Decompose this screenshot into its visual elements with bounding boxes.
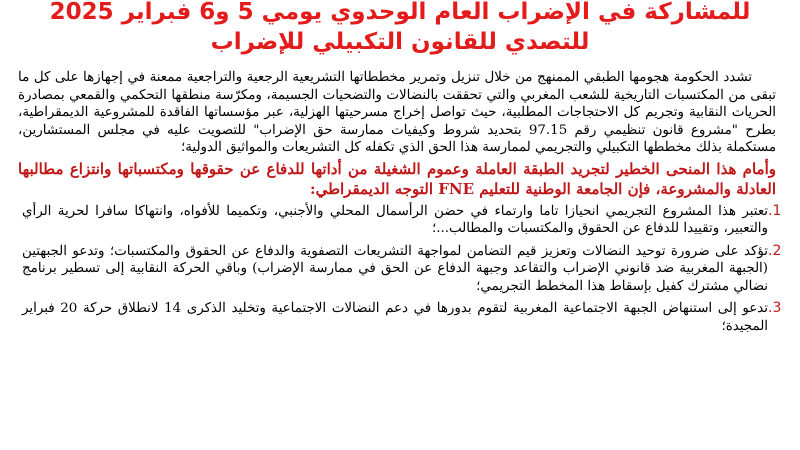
item-number: 3. (768, 300, 782, 316)
numbered-list (22, 203, 784, 336)
lead-paragraph: وأمام هذا المنحى الخطير لتجريد الطبقة العاملة وعموم الشغيلة من أداتها للدفاع عن حقوقها ومكتسباتها وانتزاع مطالبها العادلة والمشروعة، فإن الجامعة الوطنية للتعليم FNE التوجه الديمقراطي: (18, 159, 776, 198)
item-text: تدعو إلى استنهاض الجبهة الاجتماعية المغربية لتقوم بدورها في دعم النضالات الاجتماعية وتخليد الذكرى 14 لانطلاق حركة 20 فبراير المجيدة؛ (22, 301, 768, 334)
list-item (22, 203, 784, 238)
list-item (22, 243, 784, 296)
title-line-1: للمشاركة في الإضراب العام الوحدوي يومي 5 و6 فبراير 2025 (49, 0, 751, 25)
title-line-2: للتصدي للقانون التكبيلي للإضراب (210, 29, 590, 55)
intro-paragraph: تشدد الحكومة هجومها الطبقي الممنهج من خلال تنزيل وتمرير مخططاتها التشريعية الرجعية والتراجعية ممعنة في إجهازها على كل ما تبقى من المكتسبات التاريخية للشعب المغربي والتي تحققت بالنضالات والتضحيات الجسيمة، ومكرّسة منطقها التحكمي والقمعي بمصادرة الحريات النقابية وتجريم كل الاحتجاجات المطلبية، حيث تواصل إخراج مسرحيتها الهزلية، عبر مؤسساتها الفاقدة للمشروعية الديمقراطية، بطرح "مشروع قانون تنظيمي رقم 97.15 بتحديد شروط وكيفيات ممارسة حق الإضراب" للتصويت عليه في مجلس المستشارين، مستكملة بذلك مخططها التكبيلي والتجريمي لممارسة هذا الحق الذي تكفله كل التشريعات والمواثيق الدولية؛ (18, 70, 776, 155)
item-text: تؤكد على ضرورة توحيد النضالات وتعزيز قيم التضامن لمواجهة التشريعات التصفوية والدفاع عن الحقوق والمكتسبات؛ وتدعو الجبهتين (الجبهة المغربية ضد قانوني الإضراب والتقاعد وجبهة الدفاع عن الحق في ممارسة الإضراب) وباقي الحركة النقابية إلى تسطير برنامج نضالي مشترك كفيل بإسقاط هذا المخطط التجريمي؛ (22, 243, 768, 294)
list-item (22, 300, 784, 335)
item-text: تعتبر هذا المشروع التجريمي انحيازا تاما وارتماء في حضن الرأسمال المحلي والأجنبي، وتكميما للأفواه، وانتهاكا سافرا لحرية الرأي والتعبير، وتقييدا للدفاع عن الحقوق والمكتسبات والمطالب...؛ (22, 203, 768, 236)
item-number: 1. (768, 202, 782, 219)
item-number: 2. (768, 242, 782, 259)
